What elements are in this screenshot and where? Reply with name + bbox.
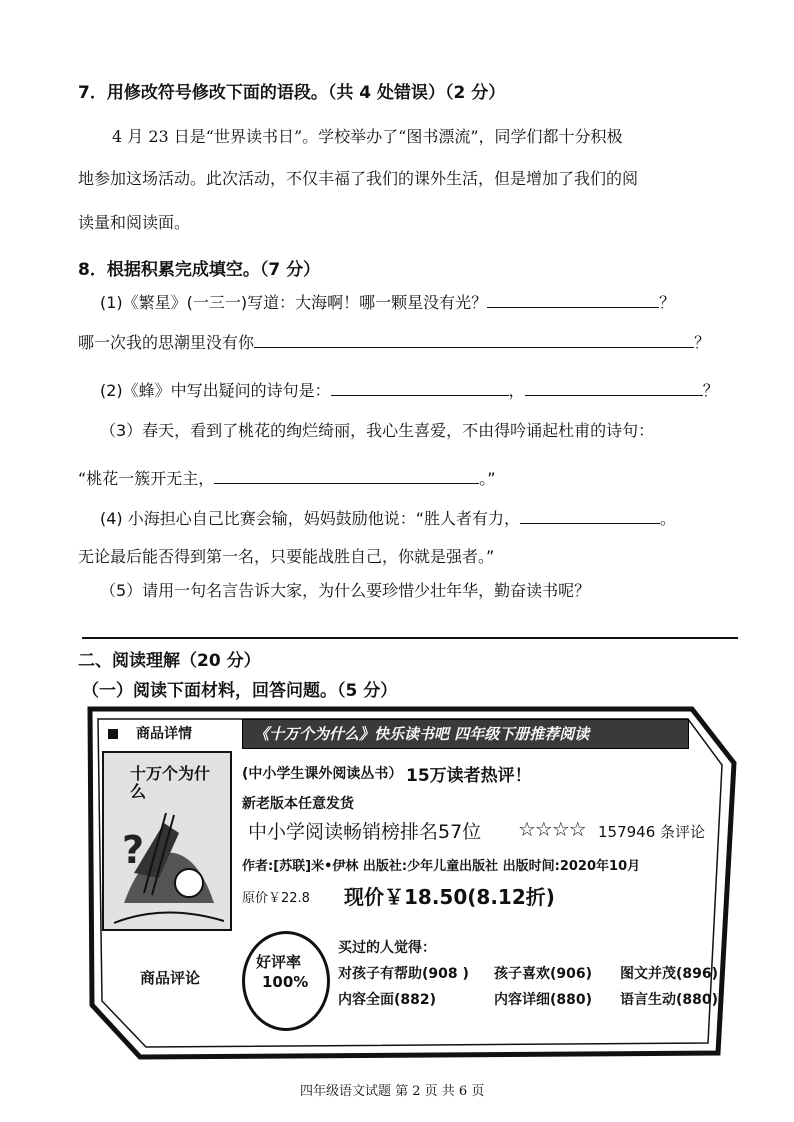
- poem-end: 。”: [479, 469, 496, 488]
- series-label: (中小学生课外阅读丛书）: [242, 766, 403, 782]
- q8-item-2-text: (2)《蜂》中写出疑问的诗句是：: [100, 381, 331, 400]
- tag-item: 内容详细(880): [494, 992, 593, 1008]
- edition-note: 新老版本任意发货: [242, 796, 354, 812]
- rank-text: 中小学阅读畅销榜排名57位: [248, 821, 482, 843]
- q7-paragraph-line-2: 地参加这场活动。此次活动，不仅丰福了我们的课外生活，但是增加了我们的阅: [78, 169, 639, 188]
- review-count: 157946 条评论: [598, 823, 706, 841]
- tag-item: 语言生动(880): [620, 992, 719, 1008]
- q8-item-1-text-2: 哪一次我的思潮里没有你: [78, 333, 255, 352]
- svg-text:?: ?: [122, 828, 145, 872]
- cover-title: 十万个为什么: [130, 764, 211, 801]
- q8-item-4: [100, 506, 676, 529]
- tag-item: 对孩子有帮助(908 ): [338, 966, 469, 982]
- q8-item-3-text: （3）春天，看到了桃花的绚烂绮丽，我心生喜爱，不由得吟诵起杜甫的诗句：: [100, 421, 655, 440]
- answer-blank-6[interactable]: [520, 507, 660, 524]
- rating-label: 好评率: [256, 953, 302, 971]
- header-title: 《十万个为什么》快乐读书吧 四年级下册推荐阅读: [254, 725, 590, 743]
- q7-paragraph-line-1: 4 月 23 日是“世界读书日”。学校举办了“图书漂流”，同学们都十分积极: [112, 127, 623, 146]
- answer-blank-1[interactable]: [487, 291, 659, 308]
- square-bullet-icon: [108, 729, 118, 739]
- q8-item-4-continued: 无论最后能否得到第一名，只要能战胜自己，你就是强者。”: [78, 547, 495, 566]
- answer-blank-3[interactable]: [331, 379, 509, 396]
- hot-review-text: 15万读者热评！: [406, 766, 532, 786]
- q8-item-5-text: （5）请用一句名言告诉大家，为什么要珍惜少壮年华，勤奋读书呢？: [100, 581, 591, 600]
- q8-item-3-poem: [78, 466, 496, 489]
- page-footer: 四年级语文试题 第 2 页 共 6 页: [300, 1084, 485, 1099]
- q8-item-2: [100, 378, 719, 401]
- tag-item: 孩子喜欢(906): [494, 966, 593, 982]
- tag-item: 图文并茂(896): [620, 966, 719, 982]
- product-card: [82, 705, 737, 1060]
- book-info: 作者:[苏联]米•伊林 出版社:少年儿童出版社 出版时间:2020年10月: [242, 859, 641, 874]
- poem-start: “桃花一簇开无主，: [78, 469, 215, 488]
- details-label: 商品详情: [136, 726, 192, 742]
- star-rating-icon: ☆☆☆☆: [518, 817, 586, 841]
- buyers-title: 买过的人觉得：: [338, 940, 436, 956]
- rating-value: 100%: [262, 973, 309, 991]
- section-2-title: 二、阅读理解（20 分）: [78, 651, 261, 671]
- q8-title: 8．根据积累完成填空。（7 分）: [78, 260, 321, 280]
- q7-paragraph-line-3: 读量和阅读面。: [78, 213, 191, 232]
- comments-label: 商品评论: [140, 969, 201, 987]
- q8-item-1-text: (1)《繁星》(一三一)写道：大海啊！哪一颗星没有光？: [100, 293, 488, 312]
- answer-blank-4[interactable]: [525, 379, 703, 396]
- question-mark: ？: [702, 381, 719, 400]
- book-cover: [102, 751, 232, 931]
- original-price: 原价￥22.8: [242, 891, 310, 906]
- period: 。: [660, 509, 677, 528]
- q8-item-1-second-line: [78, 330, 710, 353]
- q8-item-4-text: (4) 小海担心自己比赛会输，妈妈鼓励他说：“胜人者有力，: [100, 509, 521, 528]
- q7-title: 7．用修改符号修改下面的语段。（共 4 处错误）（2 分）: [78, 83, 506, 103]
- question-mark: ？: [659, 293, 676, 312]
- current-price: 现价￥18.50(8.12折): [344, 885, 555, 909]
- answer-blank-2[interactable]: [254, 331, 694, 348]
- question-mark: ？: [694, 333, 711, 352]
- q8-item-1-prompt: [100, 290, 675, 313]
- answer-blank-5[interactable]: [214, 467, 479, 484]
- tag-item: 内容全面(882): [338, 992, 437, 1008]
- comma: ，: [508, 381, 525, 400]
- answer-line-5[interactable]: [82, 637, 738, 639]
- section-2-subtitle: （一）阅读下面材料，回答问题。（5 分）: [82, 681, 398, 701]
